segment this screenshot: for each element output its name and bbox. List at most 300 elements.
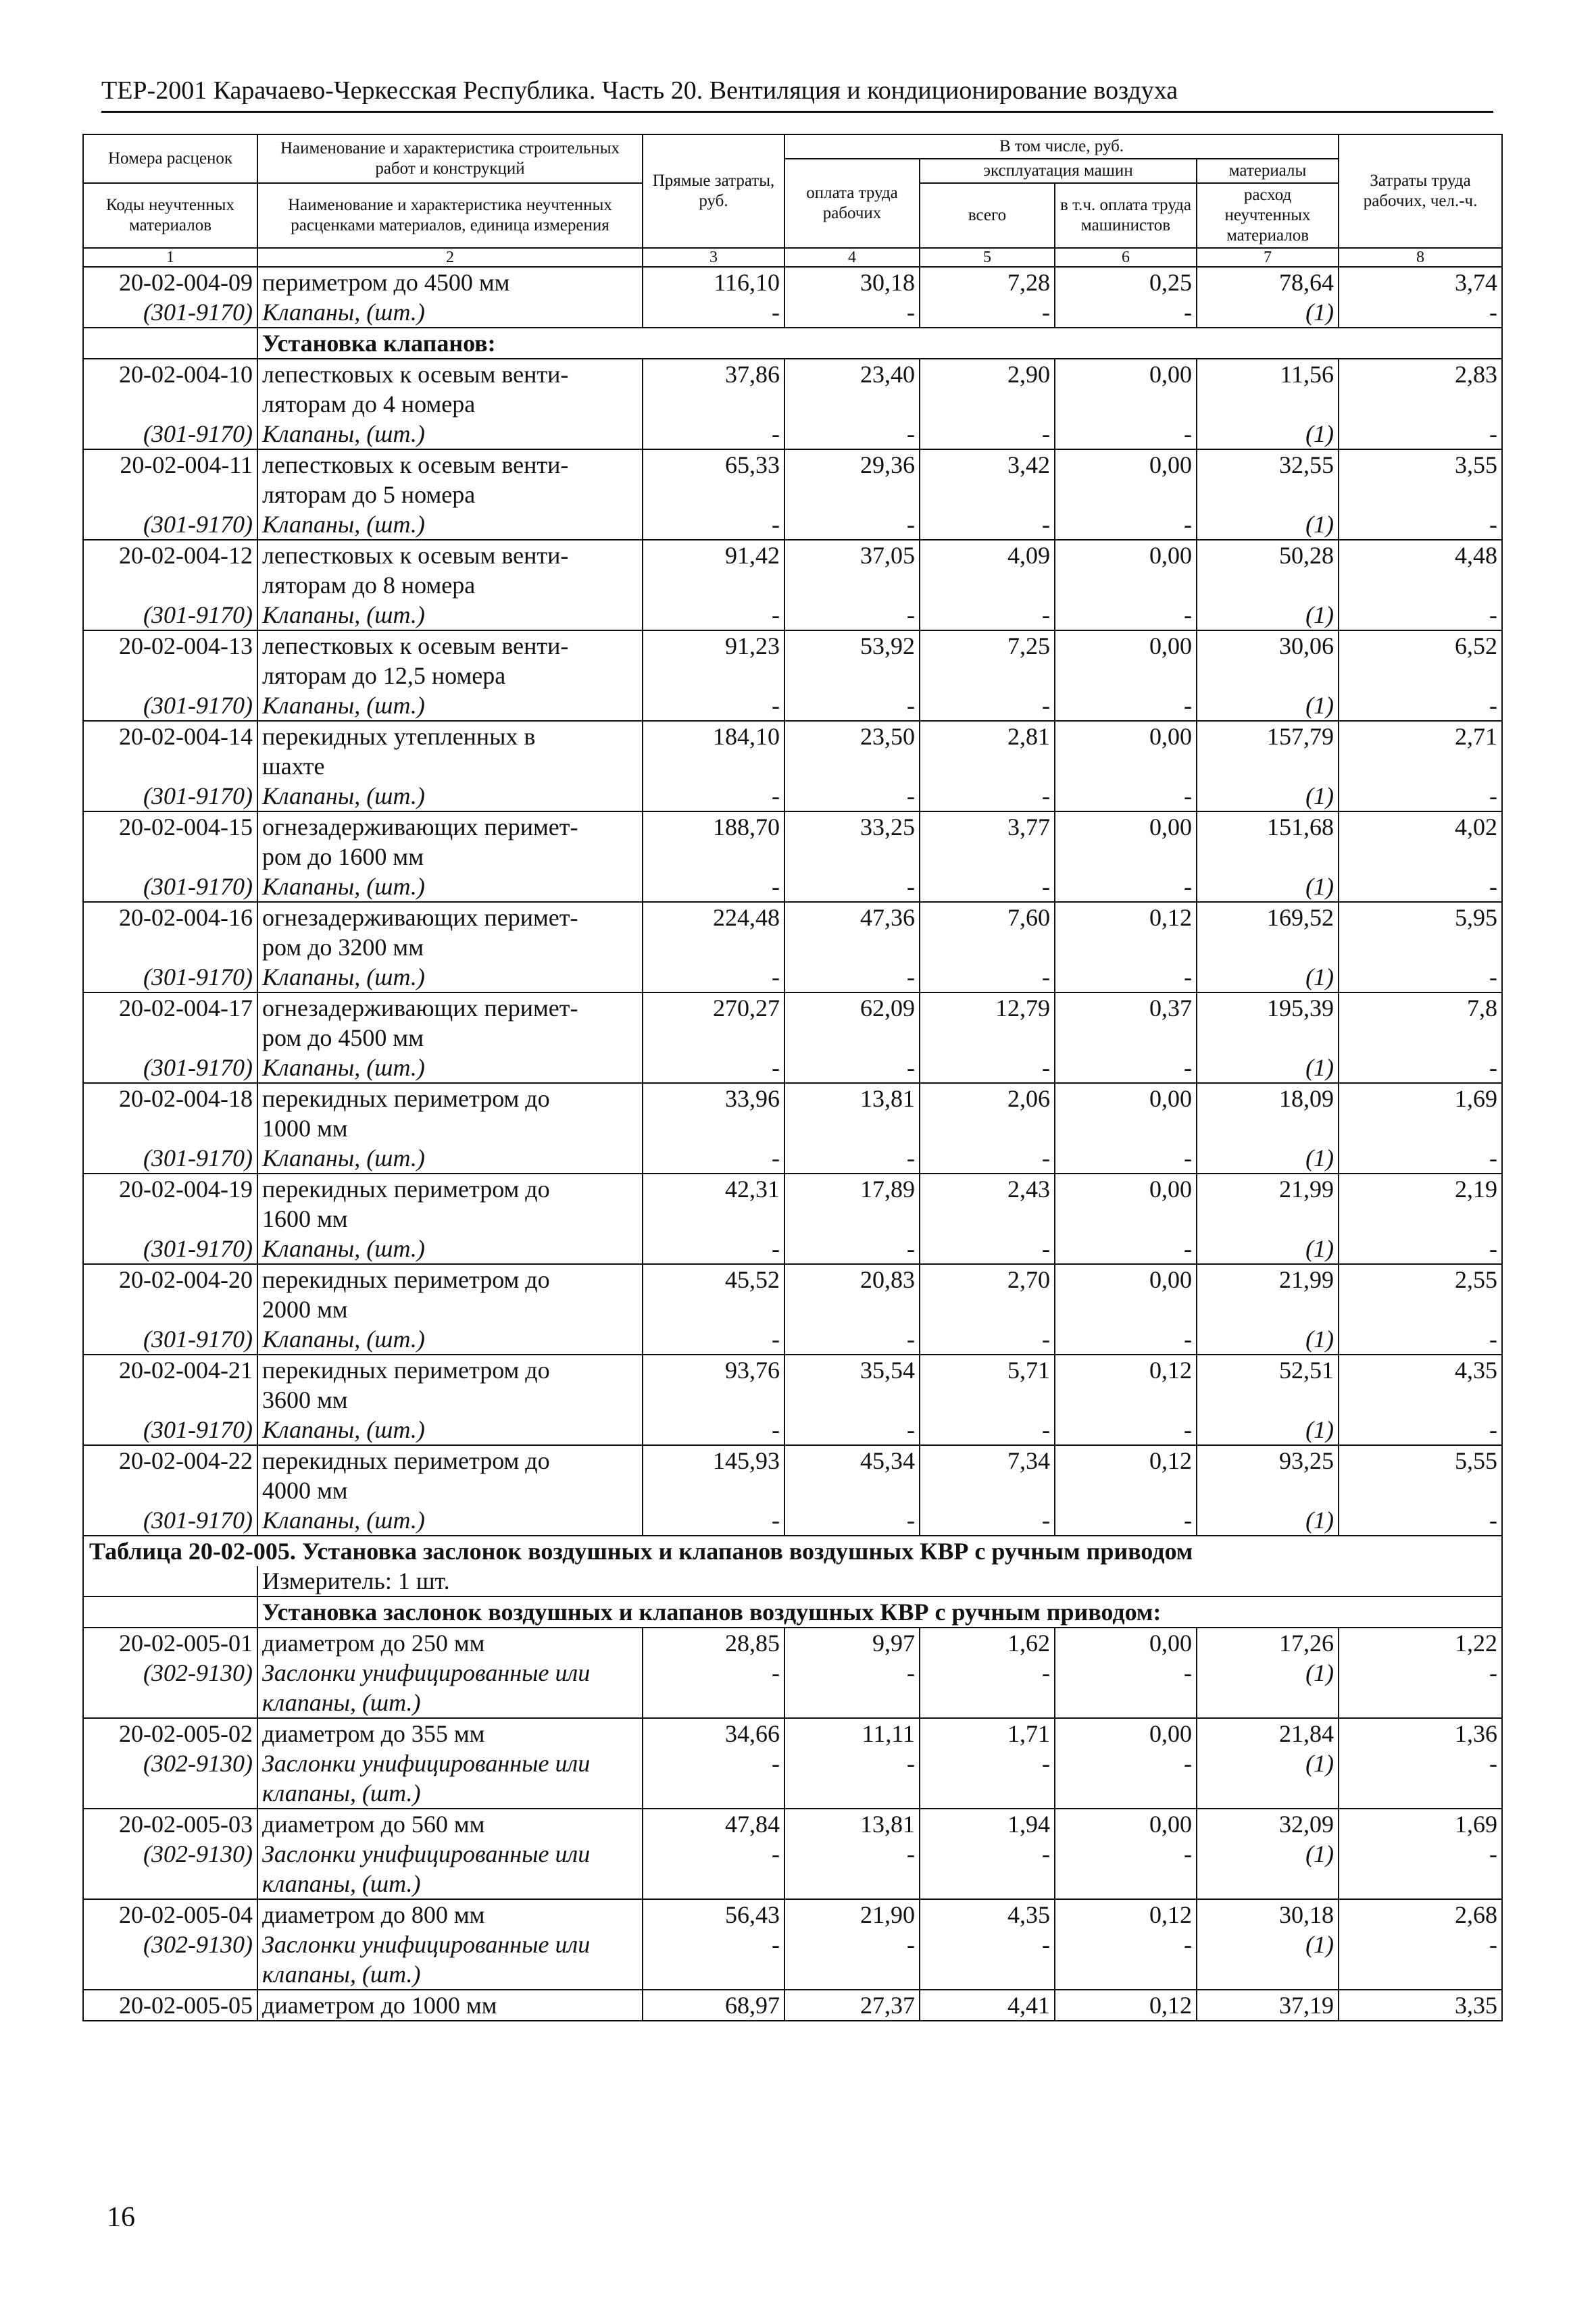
material-name: Клапаны, (шт.) bbox=[257, 600, 643, 630]
direct-costs: 33,96 bbox=[643, 1083, 784, 1113]
material-quantity: (1) bbox=[1197, 690, 1339, 721]
dash: - bbox=[1339, 1749, 1502, 1778]
material-row bbox=[83, 872, 1502, 902]
dash: - bbox=[784, 781, 920, 811]
material-code: (301-9170) bbox=[83, 1053, 257, 1083]
material-costs: 195,39 bbox=[1197, 992, 1339, 1023]
rate-code: 20-02-004-09 bbox=[83, 267, 257, 297]
material-code: (301-9170) bbox=[83, 1505, 257, 1536]
dash: - bbox=[1055, 1053, 1197, 1083]
table-row bbox=[83, 992, 1502, 1023]
dash: - bbox=[643, 1053, 784, 1083]
dash: - bbox=[1055, 690, 1197, 721]
rate-description: огнезадерживающих перимет- bbox=[257, 811, 643, 842]
rate-description-cont: 4000 мм bbox=[257, 1476, 643, 1505]
material-code: (301-9170) bbox=[83, 509, 257, 540]
rate-code: 20-02-005-01 bbox=[83, 1628, 257, 1658]
worker-wages: 33,25 bbox=[784, 811, 920, 842]
dash: - bbox=[643, 509, 784, 540]
rate-code: 20-02-004-20 bbox=[83, 1264, 257, 1294]
rate-code: 20-02-004-17 bbox=[83, 992, 257, 1023]
section-title: Установка клапанов: bbox=[257, 328, 1502, 359]
material-code: (302-9130) bbox=[83, 1839, 257, 1869]
labor-costs: 2,71 bbox=[1339, 721, 1502, 751]
material-quantity: (1) bbox=[1197, 1415, 1339, 1445]
rate-description-cont: 1600 мм bbox=[257, 1204, 643, 1234]
material-code: (301-9170) bbox=[83, 600, 257, 630]
material-quantity: (1) bbox=[1197, 600, 1339, 630]
rate-code: 20-02-004-18 bbox=[83, 1083, 257, 1113]
material-code: (302-9130) bbox=[83, 1658, 257, 1688]
material-name-continuation bbox=[83, 1688, 1502, 1718]
material-row bbox=[83, 1505, 1502, 1536]
worker-wages: 23,40 bbox=[784, 359, 920, 389]
dash: - bbox=[1055, 1143, 1197, 1174]
material-costs: 32,55 bbox=[1197, 449, 1339, 480]
dash: - bbox=[920, 1505, 1055, 1536]
dash: - bbox=[920, 1143, 1055, 1174]
material-costs: 151,68 bbox=[1197, 811, 1339, 842]
dash: - bbox=[920, 1749, 1055, 1778]
table-row bbox=[83, 359, 1502, 389]
rate-code: 20-02-005-03 bbox=[83, 1809, 257, 1839]
rate-description: лепестковых к осевым венти- bbox=[257, 359, 643, 389]
direct-costs: 188,70 bbox=[643, 811, 784, 842]
operator-wages: 0,00 bbox=[1055, 721, 1197, 751]
rate-code: 20-02-004-15 bbox=[83, 811, 257, 842]
worker-wages: 13,81 bbox=[784, 1809, 920, 1839]
rate-description: диаметром до 250 мм bbox=[257, 1628, 643, 1658]
worker-wages: 11,11 bbox=[784, 1718, 920, 1749]
worker-wages: 62,09 bbox=[784, 992, 920, 1023]
operator-wages: 0,12 bbox=[1055, 1899, 1197, 1930]
operator-wages: 0,00 bbox=[1055, 449, 1197, 480]
rate-description: огнезадерживающих перимет- bbox=[257, 992, 643, 1023]
rate-description: периметром до 4500 мм bbox=[257, 267, 643, 297]
material-name: Клапаны, (шт.) bbox=[257, 781, 643, 811]
dash: - bbox=[1055, 419, 1197, 449]
direct-costs: 28,85 bbox=[643, 1628, 784, 1658]
dash: - bbox=[1339, 690, 1502, 721]
dash: - bbox=[1339, 600, 1502, 630]
labor-costs: 2,55 bbox=[1339, 1264, 1502, 1294]
rates-table bbox=[82, 134, 1503, 2021]
rate-description: лепестковых к осевым венти- bbox=[257, 630, 643, 661]
material-name: Клапаны, (шт.) bbox=[257, 1234, 643, 1264]
machine-costs: 3,42 bbox=[920, 449, 1055, 480]
labor-costs: 1,69 bbox=[1339, 1809, 1502, 1839]
direct-costs: 56,43 bbox=[643, 1899, 784, 1930]
dash: - bbox=[1339, 509, 1502, 540]
material-row bbox=[83, 1415, 1502, 1445]
operator-wages: 0,00 bbox=[1055, 359, 1197, 389]
dash: - bbox=[1055, 297, 1197, 328]
table-row-continuation bbox=[83, 661, 1502, 690]
meter: Измеритель: 1 шт. bbox=[257, 1566, 1502, 1596]
codes-header-top: Номера расценок bbox=[83, 134, 257, 183]
table-row-continuation bbox=[83, 1023, 1502, 1053]
material-quantity: (1) bbox=[1197, 1234, 1339, 1264]
dash: - bbox=[1339, 1324, 1502, 1355]
table-row bbox=[83, 1809, 1502, 1839]
column-numbers: 1 2 3 4 5 6 7 8 bbox=[83, 248, 1502, 267]
material-costs: 78,64 bbox=[1197, 267, 1339, 297]
operator-wages: 0,12 bbox=[1055, 1445, 1197, 1476]
material-quantity: (1) bbox=[1197, 1505, 1339, 1536]
rate-description-cont: ром до 1600 мм bbox=[257, 842, 643, 872]
material-quantity: (1) bbox=[1197, 419, 1339, 449]
machine-costs: 7,34 bbox=[920, 1445, 1055, 1476]
material-row bbox=[83, 1749, 1502, 1778]
dash: - bbox=[920, 600, 1055, 630]
rate-code: 20-02-004-21 bbox=[83, 1355, 257, 1385]
labor-costs: 4,02 bbox=[1339, 811, 1502, 842]
operator-wages: 0,00 bbox=[1055, 811, 1197, 842]
machine-costs: 2,90 bbox=[920, 359, 1055, 389]
table-20-02-005-body bbox=[83, 1596, 1502, 2021]
dash: - bbox=[1339, 962, 1502, 992]
dash: - bbox=[1055, 1234, 1197, 1264]
labor-costs: 6,52 bbox=[1339, 630, 1502, 661]
material-row bbox=[83, 781, 1502, 811]
material-row bbox=[83, 962, 1502, 992]
machines-total-header: всего bbox=[920, 183, 1055, 248]
material-code: (301-9170) bbox=[83, 297, 257, 328]
dash: - bbox=[920, 297, 1055, 328]
direct-costs: 42,31 bbox=[643, 1174, 784, 1204]
material-costs: 18,09 bbox=[1197, 1083, 1339, 1113]
dash: - bbox=[643, 1324, 784, 1355]
material-name: Клапаны, (шт.) bbox=[257, 419, 643, 449]
table-title-row bbox=[83, 1536, 1502, 1566]
dash: - bbox=[1055, 962, 1197, 992]
dash: - bbox=[1339, 1930, 1502, 1959]
material-quantity: (1) bbox=[1197, 297, 1339, 328]
rate-code: 20-02-004-19 bbox=[83, 1174, 257, 1204]
machine-costs: 2,43 bbox=[920, 1174, 1055, 1204]
material-name-cont: клапаны, (шт.) bbox=[257, 1778, 643, 1809]
material-code: (301-9170) bbox=[83, 1415, 257, 1445]
operator-wages: 0,00 bbox=[1055, 1174, 1197, 1204]
operator-wages: 0,37 bbox=[1055, 992, 1197, 1023]
material-costs: 30,06 bbox=[1197, 630, 1339, 661]
table-row-continuation bbox=[83, 751, 1502, 781]
rate-description-cont: 1000 мм bbox=[257, 1113, 643, 1143]
name-header-top: Наименование и характеристика строительных работ и конструкций bbox=[257, 134, 643, 183]
machine-costs: 3,77 bbox=[920, 811, 1055, 842]
page-header: ТЕР-2001 Карачаево-Черкесская Республика. Часть 20. Вентиляция и кондиционирование воздуха bbox=[101, 76, 1493, 113]
codes-header-bottom: Коды неучтенных материалов bbox=[83, 183, 257, 248]
material-name: Заслонки унифицированные или bbox=[257, 1658, 643, 1688]
labor-costs: 5,95 bbox=[1339, 902, 1502, 932]
page-number: 16 bbox=[107, 2202, 135, 2233]
rate-description-cont: 3600 мм bbox=[257, 1385, 643, 1415]
direct-costs: 91,42 bbox=[643, 540, 784, 570]
wages-header: оплата труда рабочих bbox=[784, 159, 920, 248]
rate-description: диаметром до 1000 мм bbox=[257, 1990, 643, 2021]
worker-wages: 9,97 bbox=[784, 1628, 920, 1658]
direct-costs: 93,76 bbox=[643, 1355, 784, 1385]
name-header-bottom: Наименование и характеристика неучтенных расценками материалов, единица измерения bbox=[257, 183, 643, 248]
dash: - bbox=[643, 872, 784, 902]
dash: - bbox=[1339, 419, 1502, 449]
machine-costs: 4,41 bbox=[920, 1990, 1055, 2021]
material-costs: 11,56 bbox=[1197, 359, 1339, 389]
material-name: Клапаны, (шт.) bbox=[257, 872, 643, 902]
dash: - bbox=[920, 1415, 1055, 1445]
dash: - bbox=[643, 600, 784, 630]
rate-code: 20-02-004-12 bbox=[83, 540, 257, 570]
worker-wages: 20,83 bbox=[784, 1264, 920, 1294]
dash: - bbox=[1339, 1143, 1502, 1174]
rate-code: 20-02-004-14 bbox=[83, 721, 257, 751]
dash: - bbox=[784, 1749, 920, 1778]
material-quantity: (1) bbox=[1197, 1930, 1339, 1959]
direct-costs: 184,10 bbox=[643, 721, 784, 751]
dash: - bbox=[1055, 1505, 1197, 1536]
rate-description: перекидных периметром до bbox=[257, 1083, 643, 1113]
rate-description-cont: шахте bbox=[257, 751, 643, 781]
table-header bbox=[83, 134, 1502, 267]
worker-wages: 23,50 bbox=[784, 721, 920, 751]
dash: - bbox=[1055, 1324, 1197, 1355]
material-name: Заслонки унифицированные или bbox=[257, 1749, 643, 1778]
machine-costs: 5,71 bbox=[920, 1355, 1055, 1385]
dash: - bbox=[920, 1930, 1055, 1959]
table-row bbox=[83, 267, 1502, 297]
table-row bbox=[83, 1264, 1502, 1294]
rate-description-cont: ром до 3200 мм bbox=[257, 932, 643, 962]
rate-description-cont: ляторам до 5 номера bbox=[257, 480, 643, 509]
rate-code: 20-02-004-10 bbox=[83, 359, 257, 389]
dash: - bbox=[920, 872, 1055, 902]
section-row bbox=[83, 328, 1502, 359]
labor-costs: 2,68 bbox=[1339, 1899, 1502, 1930]
dash: - bbox=[1339, 1839, 1502, 1869]
table-row bbox=[83, 1899, 1502, 1930]
dash: - bbox=[1055, 1658, 1197, 1688]
table-row bbox=[83, 630, 1502, 661]
dash: - bbox=[643, 419, 784, 449]
dash: - bbox=[784, 419, 920, 449]
table-row bbox=[83, 1990, 1502, 2021]
material-row bbox=[83, 1930, 1502, 1959]
section-title: Установка заслонок воздушных и клапанов воздушных КВР с ручным приводом: bbox=[257, 1596, 1502, 1628]
operator-wages: 0,12 bbox=[1055, 1355, 1197, 1385]
machine-costs: 2,06 bbox=[920, 1083, 1055, 1113]
worker-wages: 17,89 bbox=[784, 1174, 920, 1204]
dash: - bbox=[920, 690, 1055, 721]
material-row bbox=[83, 1839, 1502, 1869]
material-name: Клапаны, (шт.) bbox=[257, 1053, 643, 1083]
worker-wages: 45,34 bbox=[784, 1445, 920, 1476]
material-quantity: (1) bbox=[1197, 1053, 1339, 1083]
worker-wages: 29,36 bbox=[784, 449, 920, 480]
rate-description: огнезадерживающих перимет- bbox=[257, 902, 643, 932]
dash: - bbox=[1055, 1749, 1197, 1778]
dash: - bbox=[1339, 1415, 1502, 1445]
labor-costs: 3,55 bbox=[1339, 449, 1502, 480]
table-row bbox=[83, 811, 1502, 842]
dash: - bbox=[643, 1415, 784, 1445]
material-row bbox=[83, 1234, 1502, 1264]
material-costs: 93,25 bbox=[1197, 1445, 1339, 1476]
direct-costs: 224,48 bbox=[643, 902, 784, 932]
dash: - bbox=[643, 1234, 784, 1264]
material-name-continuation bbox=[83, 1959, 1502, 1990]
material-name-cont: клапаны, (шт.) bbox=[257, 1959, 643, 1990]
dash: - bbox=[784, 1658, 920, 1688]
dash: - bbox=[784, 1930, 920, 1959]
rate-description: диаметром до 355 мм bbox=[257, 1718, 643, 1749]
dash: - bbox=[920, 1234, 1055, 1264]
operator-wages: 0,00 bbox=[1055, 630, 1197, 661]
material-quantity: (1) bbox=[1197, 962, 1339, 992]
dash: - bbox=[643, 690, 784, 721]
labor-costs: 1,36 bbox=[1339, 1718, 1502, 1749]
machine-costs: 7,60 bbox=[920, 902, 1055, 932]
dash: - bbox=[920, 1324, 1055, 1355]
rate-code: 20-02-004-16 bbox=[83, 902, 257, 932]
material-code: (301-9170) bbox=[83, 1143, 257, 1174]
material-quantity: (1) bbox=[1197, 1749, 1339, 1778]
direct-costs: 145,93 bbox=[643, 1445, 784, 1476]
dash: - bbox=[1339, 1505, 1502, 1536]
dash: - bbox=[1055, 509, 1197, 540]
rate-description-cont: ляторам до 8 номера bbox=[257, 570, 643, 600]
labor-costs: 3,35 bbox=[1339, 1990, 1502, 2021]
material-code: (302-9130) bbox=[83, 1930, 257, 1959]
dash: - bbox=[784, 1839, 920, 1869]
dash: - bbox=[643, 297, 784, 328]
material-costs: 37,19 bbox=[1197, 1990, 1339, 2021]
labor-costs: 7,8 bbox=[1339, 992, 1502, 1023]
dash: - bbox=[920, 781, 1055, 811]
table-row bbox=[83, 1628, 1502, 1658]
machine-costs: 1,62 bbox=[920, 1628, 1055, 1658]
material-costs: 21,84 bbox=[1197, 1718, 1339, 1749]
dash: - bbox=[920, 1658, 1055, 1688]
material-code: (301-9170) bbox=[83, 962, 257, 992]
labor-costs: 4,48 bbox=[1339, 540, 1502, 570]
material-quantity: (1) bbox=[1197, 1143, 1339, 1174]
dash: - bbox=[1055, 872, 1197, 902]
table-row-continuation bbox=[83, 1204, 1502, 1234]
worker-wages: 30,18 bbox=[784, 267, 920, 297]
dash: - bbox=[643, 1505, 784, 1536]
machine-costs: 1,71 bbox=[920, 1718, 1055, 1749]
worker-wages: 21,90 bbox=[784, 1899, 920, 1930]
dash: - bbox=[1055, 781, 1197, 811]
operator-wages: 0,00 bbox=[1055, 1718, 1197, 1749]
material-row bbox=[83, 1658, 1502, 1688]
dash: - bbox=[643, 1839, 784, 1869]
rate-description-cont: ром до 4500 мм bbox=[257, 1023, 643, 1053]
table-row-continuation bbox=[83, 1385, 1502, 1415]
operator-wages: 0,12 bbox=[1055, 1990, 1197, 2021]
direct-costs: 37,86 bbox=[643, 359, 784, 389]
dash: - bbox=[643, 1658, 784, 1688]
material-row bbox=[83, 1324, 1502, 1355]
material-row bbox=[83, 1053, 1502, 1083]
table-row-continuation bbox=[83, 932, 1502, 962]
labor-costs: 4,35 bbox=[1339, 1355, 1502, 1385]
operator-wages: 0,00 bbox=[1055, 1628, 1197, 1658]
rate-description: перекидных периметром до bbox=[257, 1355, 643, 1385]
worker-wages: 27,37 bbox=[784, 1990, 920, 2021]
table-row bbox=[83, 1174, 1502, 1204]
material-name: Клапаны, (шт.) bbox=[257, 509, 643, 540]
table-row bbox=[83, 902, 1502, 932]
material-row bbox=[83, 419, 1502, 449]
material-name: Клапаны, (шт.) bbox=[257, 1505, 643, 1536]
dash: - bbox=[1055, 1930, 1197, 1959]
dash: - bbox=[1339, 872, 1502, 902]
labor-costs: 1,22 bbox=[1339, 1628, 1502, 1658]
direct-costs: 47,84 bbox=[643, 1809, 784, 1839]
table-row-continuation bbox=[83, 389, 1502, 419]
labor-costs: 1,69 bbox=[1339, 1083, 1502, 1113]
direct-costs: 34,66 bbox=[643, 1718, 784, 1749]
material-quantity: (1) bbox=[1197, 781, 1339, 811]
rate-description: диаметром до 800 мм bbox=[257, 1899, 643, 1930]
worker-wages: 53,92 bbox=[784, 630, 920, 661]
dash: - bbox=[784, 690, 920, 721]
direct-costs: 91,23 bbox=[643, 630, 784, 661]
dash: - bbox=[784, 600, 920, 630]
direct-header: Прямые затраты, руб. bbox=[643, 134, 784, 248]
dash: - bbox=[1339, 1053, 1502, 1083]
rate-code: 20-02-004-13 bbox=[83, 630, 257, 661]
material-name: Клапаны, (шт.) bbox=[257, 962, 643, 992]
labor-costs: 2,83 bbox=[1339, 359, 1502, 389]
material-name: Клапаны, (шт.) bbox=[257, 1143, 643, 1174]
material-costs: 169,52 bbox=[1197, 902, 1339, 932]
machine-costs: 7,28 bbox=[920, 267, 1055, 297]
table-row-continuation bbox=[83, 1476, 1502, 1505]
section-row bbox=[83, 1596, 1502, 1628]
rate-description: лепестковых к осевым венти- bbox=[257, 540, 643, 570]
machine-costs: 4,09 bbox=[920, 540, 1055, 570]
dash: - bbox=[784, 1415, 920, 1445]
material-row bbox=[83, 690, 1502, 721]
rate-description: перекидных периметром до bbox=[257, 1264, 643, 1294]
material-code: (301-9170) bbox=[83, 1234, 257, 1264]
rate-description: перекидных периметром до bbox=[257, 1445, 643, 1476]
table-row bbox=[83, 1445, 1502, 1476]
rate-description: перекидных утепленных в bbox=[257, 721, 643, 751]
dash: - bbox=[643, 962, 784, 992]
material-name: Клапаны, (шт.) bbox=[257, 690, 643, 721]
dash: - bbox=[920, 509, 1055, 540]
direct-costs: 116,10 bbox=[643, 267, 784, 297]
material-name: Клапаны, (шт.) bbox=[257, 1324, 643, 1355]
dash: - bbox=[1055, 600, 1197, 630]
dash: - bbox=[920, 1053, 1055, 1083]
dash: - bbox=[784, 872, 920, 902]
material-row bbox=[83, 1143, 1502, 1174]
direct-costs: 68,97 bbox=[643, 1990, 784, 2021]
table-row-continuation bbox=[83, 842, 1502, 872]
material-code: (302-9130) bbox=[83, 1749, 257, 1778]
material-code: (301-9170) bbox=[83, 781, 257, 811]
table-row bbox=[83, 449, 1502, 480]
material-code: (301-9170) bbox=[83, 419, 257, 449]
table-row-continuation bbox=[83, 1294, 1502, 1324]
dash: - bbox=[784, 1234, 920, 1264]
dash: - bbox=[643, 1749, 784, 1778]
operator-wages: 0,00 bbox=[1055, 1083, 1197, 1113]
